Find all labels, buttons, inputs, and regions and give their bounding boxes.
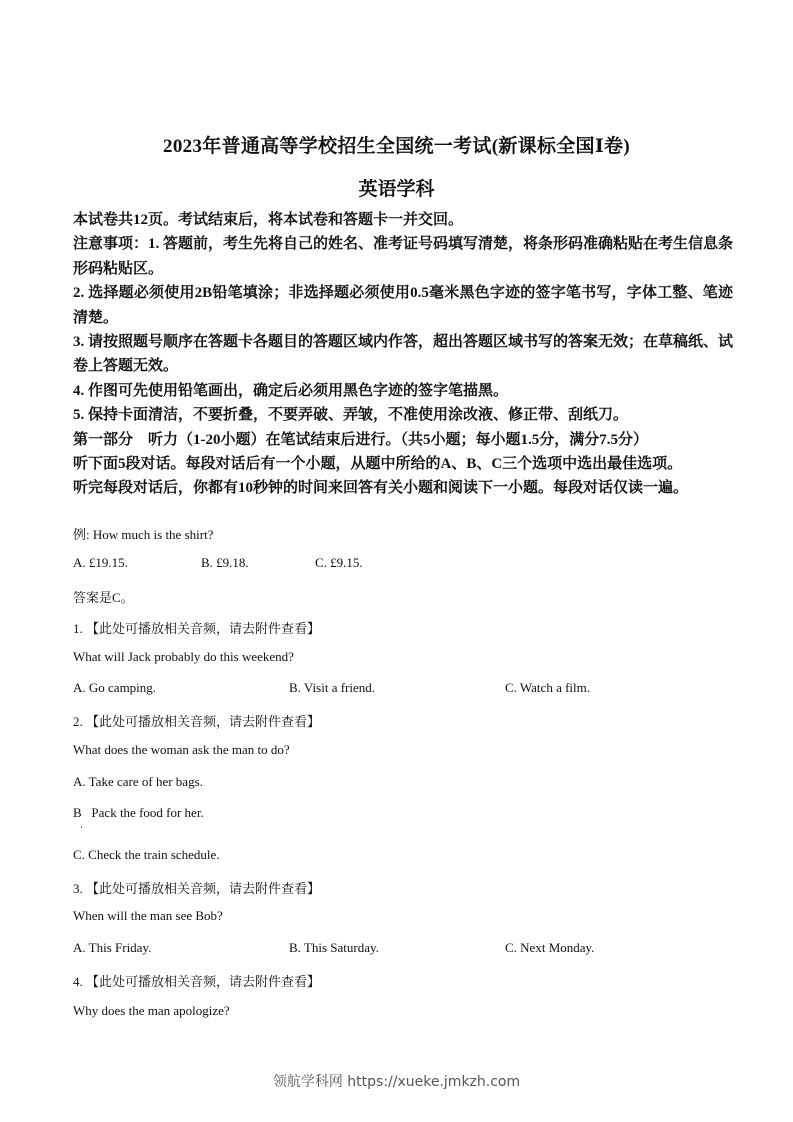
option-b: B. This Saturday. bbox=[289, 940, 379, 955]
audio-placeholder: 1. 【此处可播放相关音频，请去附件查看】 bbox=[73, 621, 321, 636]
subject-title: 英语学科 bbox=[358, 179, 435, 200]
option-b: B Pack the food for her. bbox=[73, 805, 204, 820]
question-text: Why does the man apologize? bbox=[73, 1003, 230, 1018]
instruction-line: 4. 作图可先使用铅笔画出，确定后必须用黑色字迹的签字笔描黑。 bbox=[73, 382, 509, 399]
option-c: C. Check the train schedule. bbox=[73, 847, 220, 862]
instruction-line: 3. 请按照题号顺序在答题卡各题目的答题区域内作答，超出答题区域书写的答案无效；在草稿纸、试卷上答题无效。 bbox=[73, 334, 734, 375]
example-option-a: A. £19.15. bbox=[73, 555, 128, 570]
example-question: 例: How much is the shirt? bbox=[73, 527, 214, 542]
exam-title: 2023年普通高等学校招生全国统一考试(新课标全国Ⅰ卷) bbox=[163, 136, 630, 157]
question-text: What does the woman ask the man to do? bbox=[73, 742, 290, 757]
footer-watermark: 领航学科网 https://xueke.jmkzh.com bbox=[272, 1074, 521, 1090]
instruction-line: 5. 保持卡面清洁，不要折叠，不要弄破、弄皱，不准使用涂改液、修正带、刮纸刀。 bbox=[73, 407, 629, 424]
example-option-b: B. £9.18. bbox=[201, 555, 249, 570]
audio-placeholder: 3. 【此处可播放相关音频，请去附件查看】 bbox=[73, 881, 321, 896]
option-c: C. Watch a film. bbox=[505, 680, 591, 695]
option-a: A. Take care of her bags. bbox=[73, 774, 203, 789]
instructions-block bbox=[73, 208, 733, 501]
question-text: What will Jack probably do this weekend? bbox=[73, 649, 294, 664]
example-answer: 答案是C。 bbox=[73, 590, 134, 605]
instruction-line: 听下面5段对话。每段对话后有一个小题，从题中所给的A、B、C三个选项中选出最佳选项。 bbox=[73, 456, 683, 473]
instruction-line: 注意事项：1. 答题前，考生先将自己的姓名、准考证号码填写清楚，将条形码准确粘贴在考生信息条形码粘贴区。 bbox=[73, 236, 734, 277]
instruction-line: 听完每段对话后，你都有10秒钟的时间来回答有关小题和阅读下一小题。每段对话仅读一遍。 bbox=[73, 480, 689, 497]
option-c: C. Next Monday. bbox=[505, 940, 595, 955]
option-a: A. This Friday. bbox=[73, 940, 152, 955]
audio-placeholder: 4. 【此处可播放相关音频，请去附件查看】 bbox=[73, 974, 321, 989]
option-b: B. Visit a friend. bbox=[289, 680, 375, 695]
scan-speck bbox=[81, 826, 82, 828]
instruction-line: 2. 选择题必须使用2B铅笔填涂；非选择题必须使用0.5毫米黑色字迹的签字笔书写，字体工整、笔迹清楚。 bbox=[73, 285, 733, 326]
question-text: When will the man see Bob? bbox=[73, 908, 223, 923]
audio-placeholder: 2. 【此处可播放相关音频，请去附件查看】 bbox=[73, 714, 321, 729]
section-heading: 第一部分 听力（1-20小题）在笔试结束后进行。（共5小题；每小题1.5分，满分7.5分） bbox=[73, 431, 648, 448]
instruction-line: 本试卷共12页。考试结束后，将本试卷和答题卡一并交回。 bbox=[73, 212, 464, 228]
option-a: A. Go camping. bbox=[73, 680, 157, 695]
example-option-c: C. £9.15. bbox=[315, 555, 363, 570]
